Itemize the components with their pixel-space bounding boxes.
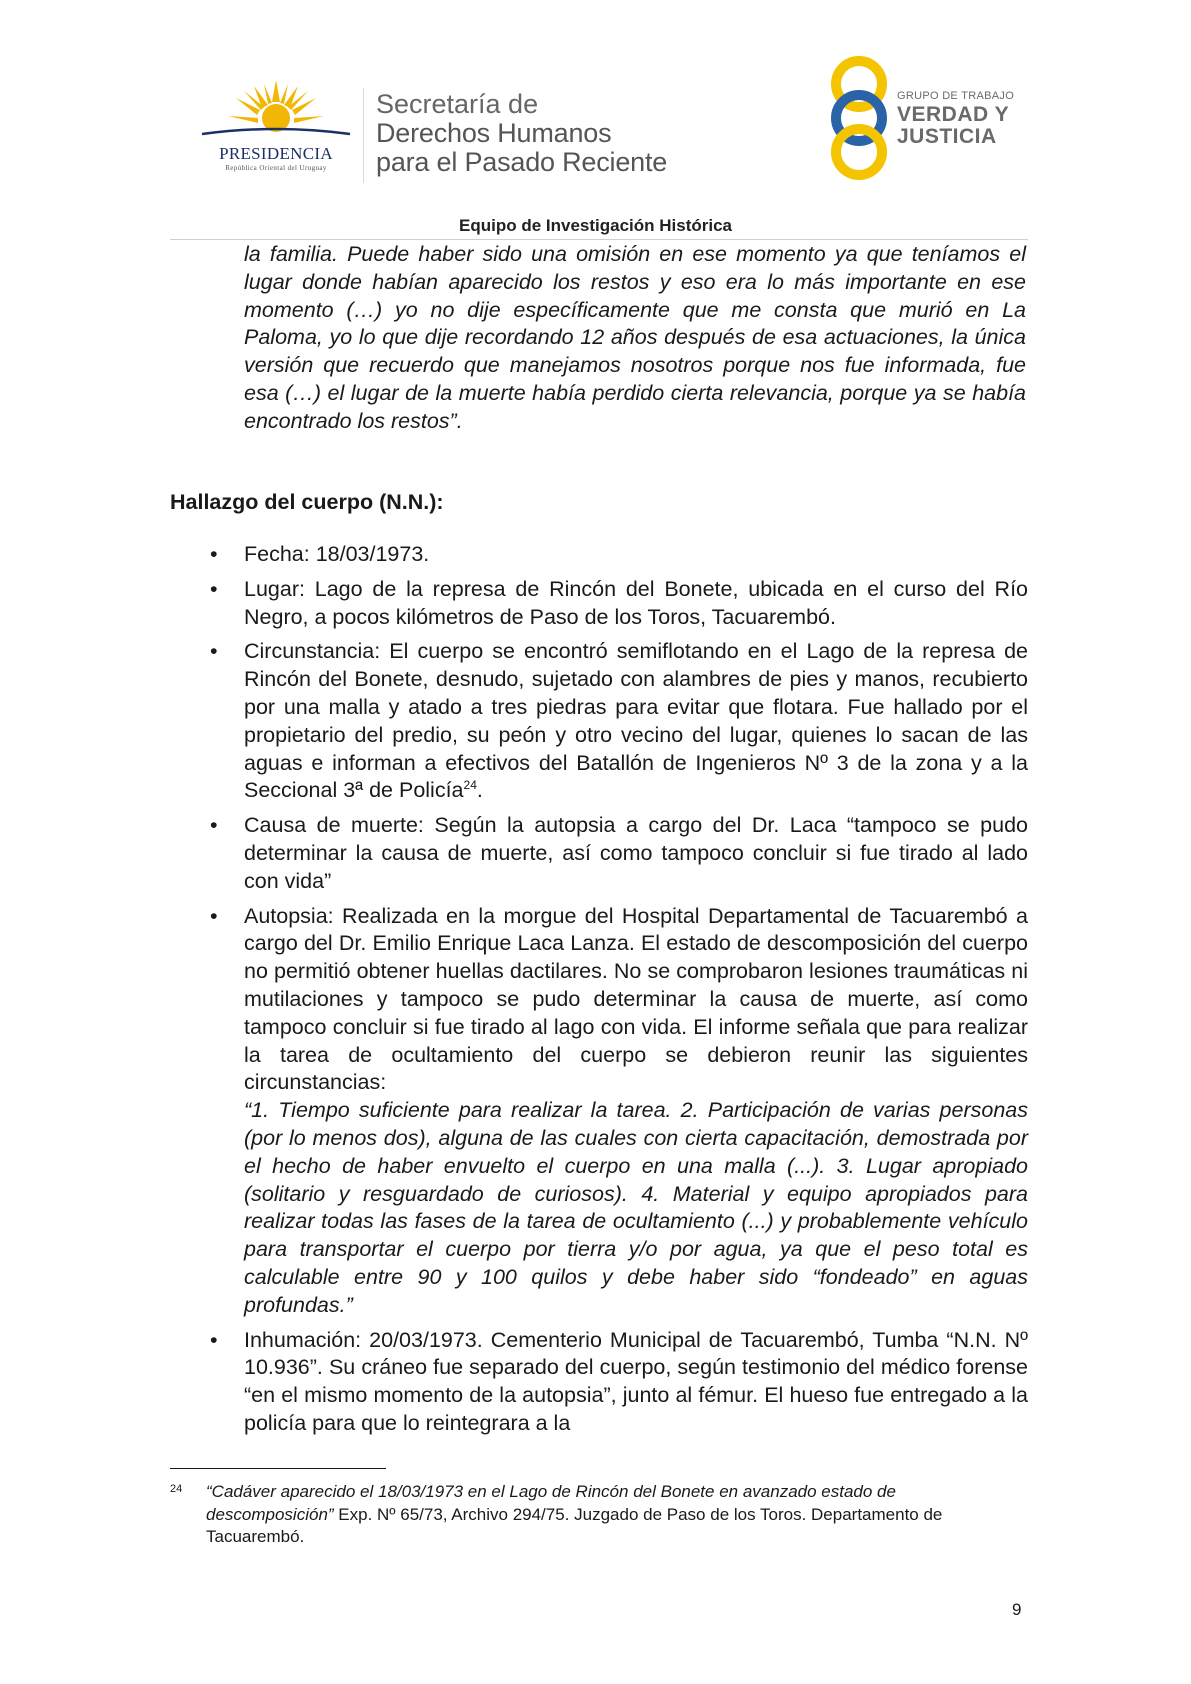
header-rule: [170, 239, 1028, 240]
footnote-ref[interactable]: 24: [463, 778, 477, 793]
footnote-separator: [170, 1468, 386, 1469]
bullet-icon: •: [210, 639, 218, 664]
lugar-text: Lugar: Lago de la represa de Rincón del Bonete, ubicada en el curso del Río Negro, a pocos kilómetros de Paso de los Toros, Tacuarembó.: [244, 576, 1028, 629]
bullet-icon: •: [210, 576, 218, 601]
header-divider: [363, 88, 364, 183]
secretaria-line-3: para el Pasado Reciente: [376, 147, 668, 177]
list-item-circunstancia: [170, 638, 1028, 805]
list-item-lugar: [170, 576, 1028, 632]
inhumacion-text: Inhumación: 20/03/1973. Cementerio Municipal de Tacuarembó, Tumba “N.N. Nº 10.936”. Su cráneo fue separado del cuerpo, según testimonio del médico forense “en el mismo momento de la autopsia”, junto al fémur. El hueso fue entregado a la policía para que lo reintegrara a la: [244, 1327, 1028, 1435]
page-header: [0, 0, 1191, 240]
footnote-number: 24: [170, 1483, 183, 1495]
bullet-icon: •: [210, 1327, 218, 1352]
autopsia-text: Autopsia: Realizada en la morgue del Hospital Departamental de Tacuarembó a cargo del Dr. Emilio Enrique Laca Lanza. El estado de descomposición del cuerpo no permitió obtener huellas dactilares. No se comprobaron lesiones traumáticas ni mutilaciones y tampoco se pudo determinar la causa de muerte, así como tampoco concluir si fue tirado al lago con vida. El informe señala que para realizar la tarea de ocultamiento del cuerpo se debieron reunir las siguientes circunstancias:: [244, 903, 1028, 1095]
circunstancia-text: Circunstancia: El cuerpo se encontró semiflotando en el Lago de la represa de Rincón del Bonete, desnudo, sujetado con alambres de pies y manos, recubierto por una malla y atado a tres piedras para evitar que flotara. Fue hallado por el propietario del predio, su peón y otro vecino del lugar, quienes lo sacan de las aguas e informan a efectivos del Batallón de Ingenieros Nº 3 de la zona y a la Seccional 3ª de Policía: [244, 639, 1028, 803]
findings-list: [170, 541, 1028, 1445]
autopsia-quote: “1. Tiempo suficiente para realizar la tarea. 2. Participación de varias personas (por lo menos dos), alguna de las cuales con cierta capacitación, demostrada por el hecho de haber envuelto el cuerpo en una malla (...). 3. Lugar apropiado (solitario y resguardado de curiosos). 4. Material y equipo apropiados para realizar todas las fases de la tarea de ocultamiento (...) y probablemente vehículo para transportar el cuerpo por tierra y/o por agua, ya que el peso total es calculable entre 90 y 100 quilos y debe haber sido “fondeado” en aguas profundas.”: [244, 1098, 1028, 1317]
fecha-text: Fecha: 18/03/1973.: [244, 542, 430, 566]
footnote-rest: Exp. Nº 65/73, Archivo 294/75. Juzgado de Paso de los Toros. Departamento de Tacuarembó.: [206, 1504, 943, 1546]
verdad-justicia-logo: [822, 56, 1042, 186]
list-item-inhumacion: [170, 1327, 1028, 1438]
rings-icon: [822, 56, 896, 180]
footnote-text: [206, 1481, 1028, 1549]
gtvj-title: [897, 104, 1009, 148]
list-item-causa: [170, 812, 1028, 895]
causa-text: Causa de muerte: Según la autopsia a cargo del Dr. Laca “tampoco se pudo determinar la causa de muerte, así como tampoco concluir si fue tirado al lado con vida”: [244, 813, 1028, 893]
section-title: Hallazgo del cuerpo (N.N.):: [170, 490, 444, 514]
presidencia-name: PRESIDENCIA: [219, 144, 333, 163]
team-title: Equipo de Investigación Histórica: [459, 216, 732, 235]
gtvj-line-1: VERDAD Y: [897, 103, 1010, 126]
gtvj-line-2: JUSTICIA: [897, 125, 997, 148]
presidencia-logo: [196, 76, 356, 176]
page-number: 9: [1012, 1600, 1022, 1619]
bullet-icon: •: [210, 542, 218, 566]
bullet-icon: •: [210, 903, 218, 928]
secretaria-line-2: Derechos Humanos: [376, 118, 612, 148]
list-item-fecha: [170, 541, 1028, 569]
footnote-italic: “Cadáver aparecido el 18/03/1973 en el Lago de Rincón del Bonete en avanzado estado de descomposición”: [206, 1482, 896, 1524]
footnote: [170, 1481, 1028, 1549]
quote-continuation: la familia. Puede haber sido una omisión en ese momento ya que teníamos el lugar donde habían aparecido los restos y eso era lo más importante en ese momento (…) yo no dije específicamente que me consta que murió en La Paloma, yo lo que dije recordando 12 años después de esa actuaciones, la única versión que recuerdo que manejamos nosotros porque nos fue informada, fue esa (…) el lugar de la muerte había perdido cierta relevancia, porque ya se había encontrado los restos”.: [244, 242, 1026, 433]
sun-icon: [196, 76, 356, 146]
list-item-autopsia: [170, 903, 1028, 1320]
circunstancia-end: .: [476, 778, 483, 803]
presidencia-subtitle: República Oriental del Uruguay: [225, 164, 327, 172]
bullet-icon: •: [210, 813, 218, 838]
secretaria-line-1: Secretaría de: [376, 89, 539, 119]
secretaria-logo-text: [376, 90, 667, 177]
gtvj-subtitle: GRUPO DE TRABAJO: [897, 90, 1015, 102]
